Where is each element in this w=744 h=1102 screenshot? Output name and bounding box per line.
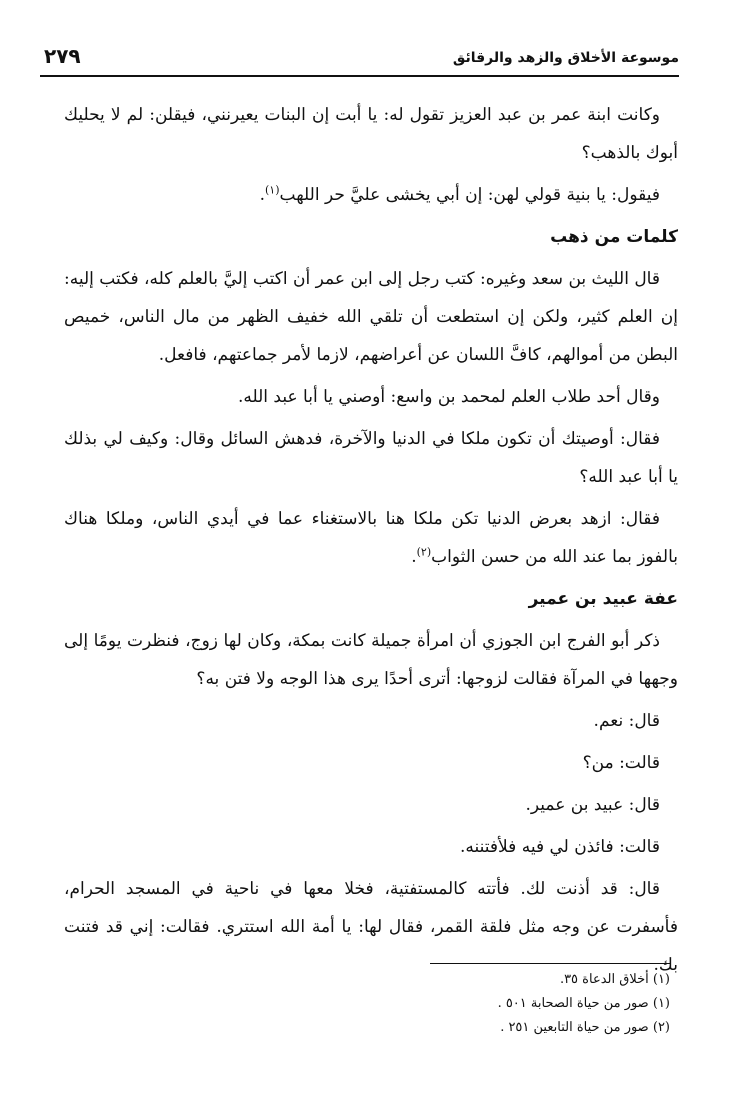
section-heading: كلمات من ذهب bbox=[550, 227, 678, 247]
section-heading: عفة عبيد بن عمير bbox=[528, 589, 678, 609]
footnote-ref: (١) bbox=[265, 183, 280, 197]
paragraph-text: فقال: ازهد بعرض الدنيا تكن ملكا هنا بالاستغناء عما في أيدي الناس، وملكا هناك بالفوز بما عند الله من حسن الثواب bbox=[64, 509, 678, 567]
paragraph: قالت: من؟ bbox=[582, 753, 660, 773]
paragraph: وكانت ابنة عمر بن عبد العزيز تقول له: يا أبت إن البنات يعيرنني، فيقلن: لم لا يحليك أبوك بالذهب؟ bbox=[64, 105, 678, 163]
paragraph-end: . bbox=[411, 547, 417, 567]
paragraph-text: فيقول: يا بنية قولي لهن: إن أبي يخشى عليَّ حر اللهب bbox=[279, 185, 660, 205]
page-number: ٢٧٩ bbox=[44, 44, 81, 68]
paragraph: قال: قد أذنت لك. فأتته كالمستفتية، فخلا معها في ناحية في المسجد الحرام، فأسفرت عن وجه مثل فلقة القمر، فقال لها: يا أمة الله استتري. فقالت: إني قد فتنت بك. bbox=[64, 879, 678, 975]
footnote-rule bbox=[430, 963, 670, 964]
paragraph bbox=[64, 176, 678, 214]
running-title: موسوعة الأخلاق والزهد والرقائق bbox=[452, 50, 679, 66]
paragraph: قال: عبيد بن عمير. bbox=[525, 795, 660, 815]
paragraph: ذكر أبو الفرج ابن الجوزي أن امرأة جميلة كانت بمكة، وكان لها زوج، فنظرت يومًا إلى وجهها في المرآة فقالت لزوجها: أترى أحدًا يرى هذا الوجه ولا فتن به؟ bbox=[64, 631, 678, 689]
header-rule bbox=[40, 75, 679, 77]
page-body bbox=[64, 96, 678, 988]
footnote: (٢) صور من حياة التابعين ٢٥١ . bbox=[500, 1020, 670, 1035]
page-header bbox=[40, 44, 679, 84]
paragraph: قالت: فائذن لي فيه فلأفتننه. bbox=[460, 837, 660, 857]
footnotes bbox=[70, 968, 670, 1040]
footnote: (١) صور من حياة الصحابة ٥٠١ . bbox=[497, 996, 670, 1011]
paragraph: وقال أحد طلاب العلم لمحمد بن واسع: أوصني يا أبا عبد الله. bbox=[237, 387, 660, 407]
paragraph: قال الليث بن سعد وغيره: كتب رجل إلى ابن عمر أن اكتب إليَّ بالعلم كله، فكتب إليه: إن العلم كثير، ولكن إن استطعت أن تلقي الله خفيف الظهر من مال الناس، خميص البطن من أموالهم، كافَّ اللسان عن أعراضهم، لازما لأمر جماعتهم، فافعل. bbox=[64, 269, 678, 365]
paragraph: فقال: أوصيتك أن تكون ملكا في الدنيا والآخرة، فدهش السائل وقال: وكيف لي بذلك يا أبا عبد الله؟ bbox=[64, 429, 678, 487]
paragraph: قال: نعم. bbox=[593, 711, 660, 731]
footnote: (١) أخلاق الدعاة ٣٥. bbox=[559, 972, 670, 987]
footnote-ref: (٢) bbox=[416, 545, 432, 559]
paragraph bbox=[64, 500, 678, 576]
paragraph-end: . bbox=[259, 185, 265, 205]
